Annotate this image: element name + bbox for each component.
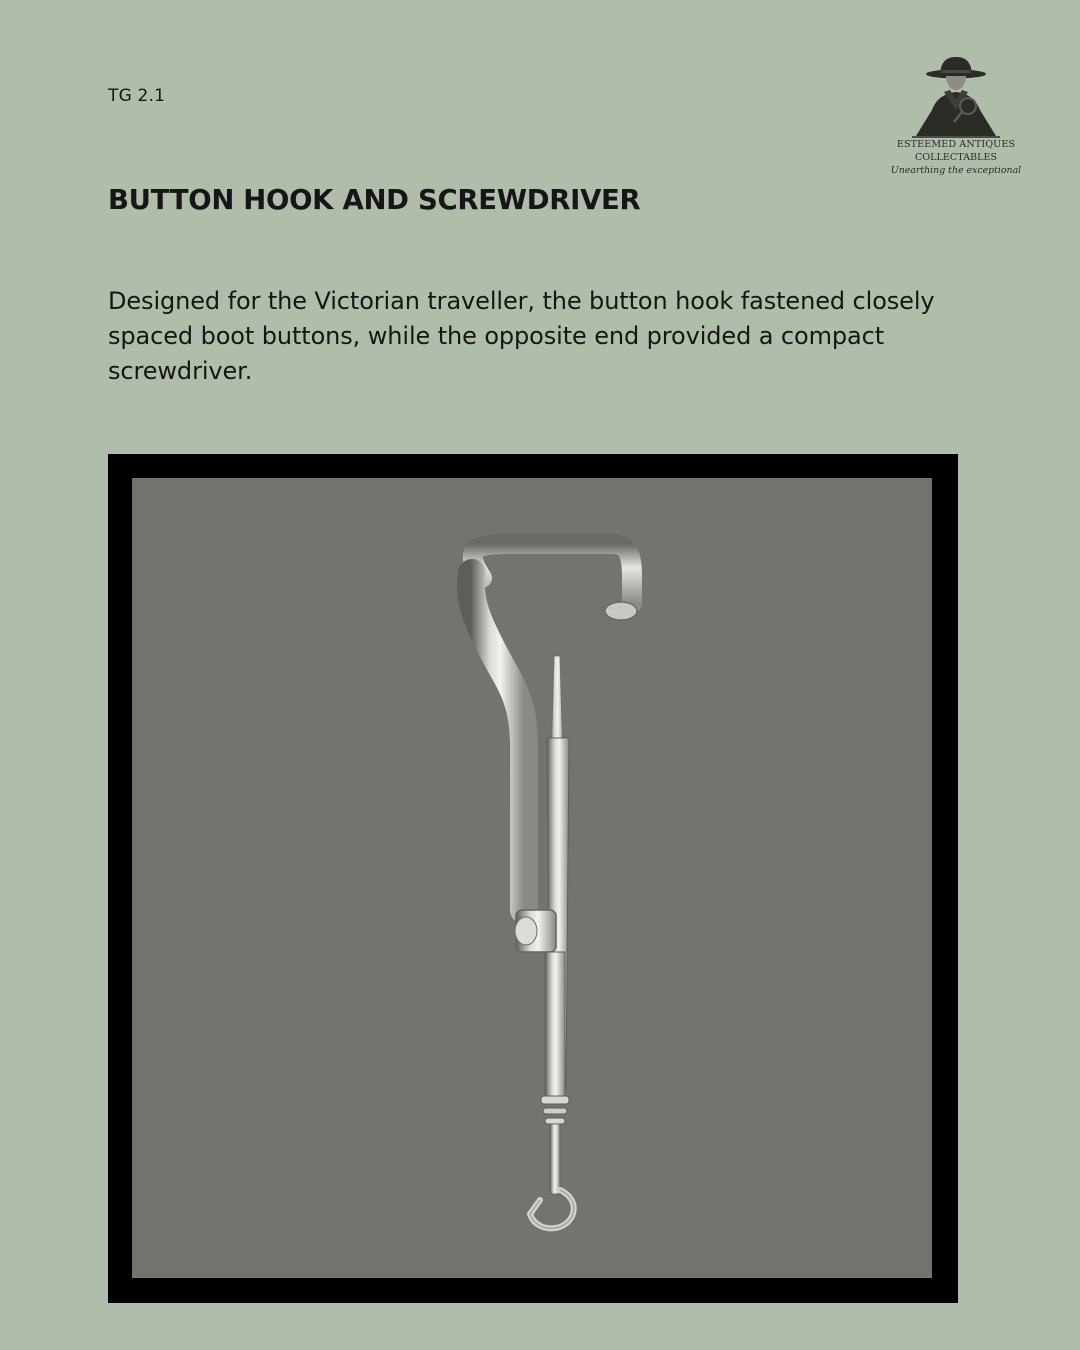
button-hook-screwdriver-image [132,478,932,1278]
brand-tagline: Unearthing the exceptional [890,165,1022,176]
brand-logo [890,52,1022,182]
detective-figure-logo-icon [908,52,1004,138]
item-description: Designed for the Victorian traveller, the button hook fastened closely spaced boot buttons, while the opposite end provided a compact screwdriver. [108,287,935,385]
brand-name-line2: COLLECTABLES [914,152,998,163]
product-photo [132,478,932,1278]
item-title: BUTTON HOOK AND SCREWDRIVER [108,184,641,216]
brand-name-line1: ESTEEMED ANTIQUES [896,139,1016,150]
photo-frame [108,454,958,1303]
item-code: TG 2.1 [108,86,166,106]
